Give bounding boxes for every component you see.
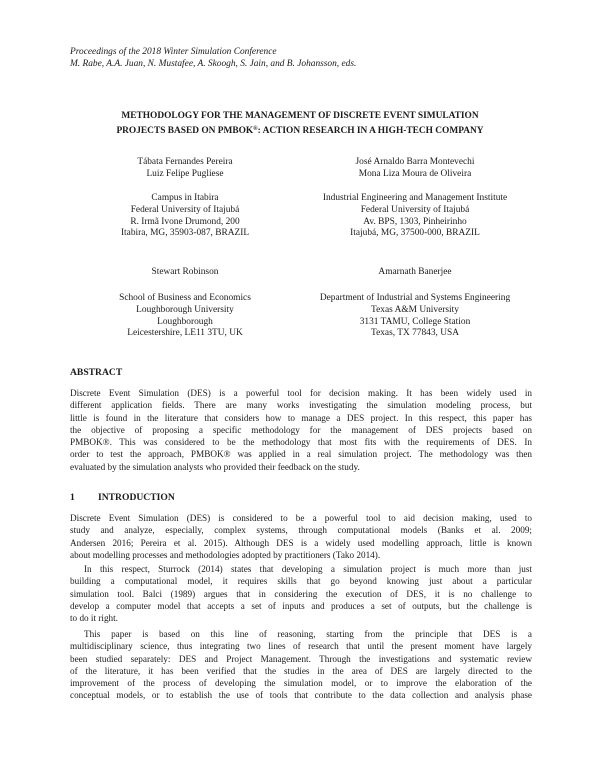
paragraph-line: conceptual models, or to establish the use of tools that contribute to the data collection and analysis phase bbox=[70, 690, 532, 701]
section-number: 1 bbox=[70, 492, 75, 503]
author-names-right-2 bbox=[300, 267, 530, 279]
paragraph-line: of the literature, it has been verified that the studies in the area of DES are largely directed to the bbox=[70, 665, 532, 676]
paragraph-line: develop a computer model that accepts a set of inputs and produces a set of outputs, but the challenge is bbox=[70, 600, 532, 611]
registered-mark: ® bbox=[253, 126, 258, 132]
affiliation-line: Av. BPS, 1303, Pinheirinho bbox=[363, 216, 467, 227]
author-names-left-2 bbox=[70, 267, 300, 279]
abstract-line: the objective of proposing a specific methodology for the management of DES projects based on bbox=[70, 424, 532, 435]
affiliation-line: Loughborough University bbox=[136, 304, 234, 315]
affiliation-line: Federal University of Itajubá bbox=[130, 204, 240, 215]
paragraph-line: improvement of the process of developing the simulation model, or to improve the elaboration of the bbox=[70, 678, 532, 689]
affiliation-line: Texas, TX 77843, USA bbox=[371, 328, 459, 339]
intro-paragraph-3 bbox=[70, 628, 532, 702]
paragraph-line: multidisciplinary science, thus integrating two lines of research that until the present moment have largely bbox=[70, 641, 532, 652]
paragraph-line: Andersen 2016; Pereira et al. 2015). Although DES is a widely used modelling approach, little is known bbox=[70, 537, 532, 548]
paragraph-line: building a computational model, it requires skills that go beyond knowing just about a particular bbox=[70, 576, 532, 587]
abstract-line: little is found in the literature that considers how to manage a DES project. In this respect, this paper has bbox=[70, 412, 532, 423]
affiliation-line: Federal University of Itajubá bbox=[360, 204, 470, 215]
paragraph-line: been studied separately: DES and Project Management. Through the investigations and systematic review bbox=[70, 653, 532, 664]
affiliation-line: Campus in Itabira bbox=[151, 193, 219, 203]
intro-paragraph-2 bbox=[70, 563, 532, 624]
affiliation-right-1 bbox=[300, 193, 530, 240]
affiliation-line: R. Irmã Ivone Drumond, 200 bbox=[130, 216, 240, 227]
paragraph-line: about modelling processes and methodologies adopted by practitioners (Tako 2014). bbox=[70, 549, 381, 560]
title-line-2 bbox=[66, 123, 534, 138]
affiliation-left-2 bbox=[70, 293, 300, 340]
author-name: Amarnath Banerjee bbox=[378, 267, 452, 277]
proceedings-line: Proceedings of the 2018 Winter Simulation Conference bbox=[70, 47, 277, 57]
affiliation-right-2 bbox=[300, 293, 530, 340]
abstract-line: different application fields. There are many works investigating the simulation modeling process, but bbox=[70, 400, 532, 411]
affiliation-line: Loughborough bbox=[157, 316, 213, 327]
paragraph-line: Discrete Event Simulation (DES) is considered to be a powerful tool to aid decision making, used to bbox=[70, 513, 532, 523]
abstract-line: Discrete Event Simulation (DES) is a powerful tool for decision making. It has been widely used in bbox=[70, 388, 532, 398]
paragraph-line: simulation tool. Balci (1989) argues that in considering the execution of DES, it is no challenge to bbox=[70, 588, 532, 599]
paragraph-line: In this respect, Sturrock (2014) states that developing a simulation project is much more than just bbox=[84, 564, 532, 574]
author-name: Tábata Fernandes Pereira bbox=[137, 157, 233, 167]
title-line-2-part-1: PROJECTS BASED ON PMBOK bbox=[116, 126, 254, 136]
author-name: Stewart Robinson bbox=[151, 267, 219, 277]
paragraph-line: This paper is based on this line of reasoning, starting from the principle that DES is a bbox=[84, 629, 532, 639]
author-names-left-1 bbox=[70, 157, 300, 181]
affiliation-line: Leicestershire, LE11 3TU, UK bbox=[127, 328, 243, 339]
paper-title bbox=[66, 110, 534, 138]
editors-line: M. Rabe, A.A. Juan, N. Mustafee, A. Skoogh, S. Jain, and B. Johansson, eds. bbox=[70, 59, 357, 70]
affiliation-line: Department of Industrial and Systems Engineering bbox=[319, 293, 511, 303]
affiliation-line: 3131 TAMU, College Station bbox=[359, 316, 471, 327]
abstract-line: evaluated by the simulation analysts who provided their feedback on the study. bbox=[70, 461, 360, 472]
affiliation-line: School of Business and Economics bbox=[119, 293, 251, 303]
affiliation-line: Texas A&M University bbox=[371, 304, 459, 315]
affiliation-line: Industrial Engineering and Management Institute bbox=[322, 193, 508, 203]
abstract-line: order to test the approach, PMBOK® was applied in a real simulation project. The methodology was then bbox=[70, 449, 532, 460]
author-name: Luiz Felipe Pugliese bbox=[146, 168, 224, 179]
affiliation-line: Itabira, MG, 35903-087, BRAZIL bbox=[120, 228, 250, 239]
abstract-heading: ABSTRACT bbox=[70, 367, 123, 378]
affiliation-left-1 bbox=[70, 193, 300, 240]
author-name: José Arnaldo Barra Montevechi bbox=[355, 157, 475, 167]
paragraph-line: to do it right. bbox=[70, 613, 118, 624]
section-1-heading bbox=[70, 492, 175, 503]
section-title: INTRODUCTION bbox=[98, 492, 175, 503]
intro-paragraph-1 bbox=[70, 512, 532, 561]
abstract-body bbox=[70, 387, 532, 473]
paragraph-line: study and analyze, especially, complex systems, through computational models (Banks et al. 2009; bbox=[70, 525, 532, 536]
author-names-right-1 bbox=[300, 157, 530, 181]
author-name: Mona Liza Moura de Oliveira bbox=[358, 168, 472, 179]
abstract-line: PMBOK®. This was considered to be the methodology that most fits with the requirements of DES. In bbox=[70, 437, 532, 448]
proceedings-header bbox=[70, 46, 540, 70]
title-line-1: METHODOLOGY FOR THE MANAGEMENT OF DISCRETE EVENT SIMULATION bbox=[121, 111, 479, 121]
affiliation-line: Itajubá, MG, 37500-000, BRAZIL bbox=[350, 228, 480, 239]
title-line-2-part-2: : ACTION RESEARCH IN A HIGH-TECH COMPANY bbox=[257, 126, 484, 136]
